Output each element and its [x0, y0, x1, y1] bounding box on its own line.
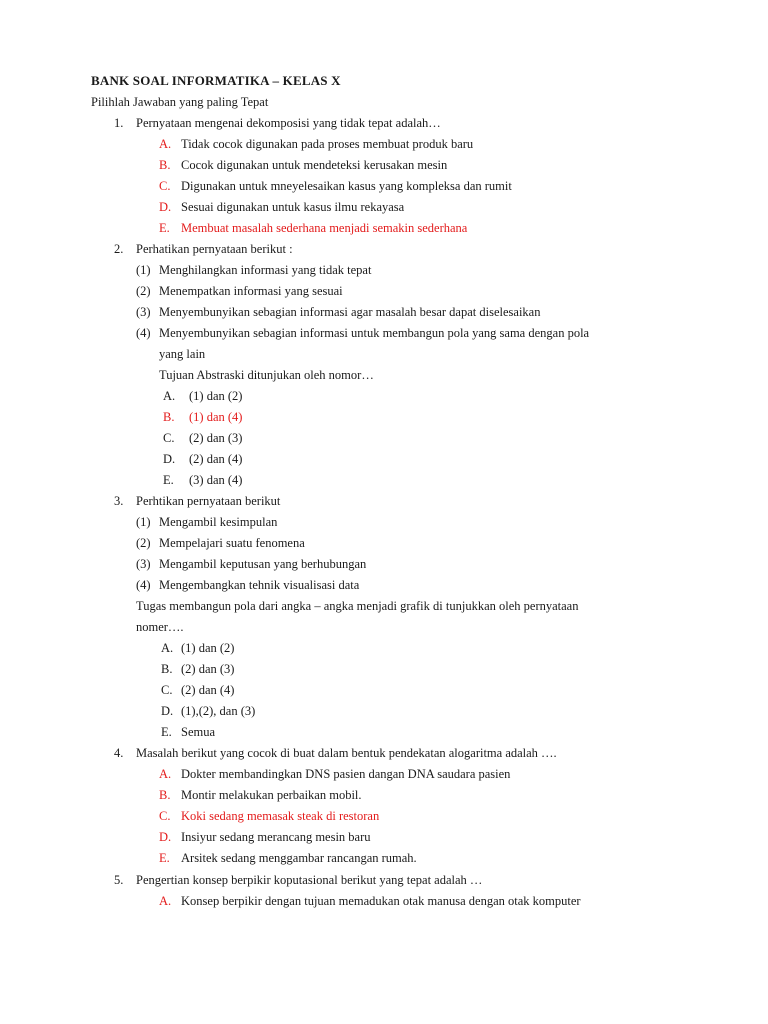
statement-text: Mengambil kesimpulan [159, 515, 278, 529]
question-text: Masalah berikut yang cocok di buat dalam bentuk pendekatan alogaritma adalah …. [136, 746, 557, 760]
option-text: Arsitek sedang menggambar rancangan rumah. [181, 851, 417, 865]
option-letter: D. [159, 200, 172, 214]
statement-number: (1) [136, 263, 151, 277]
correct-answer-text: Koki sedang memasak steak di restoran [181, 809, 380, 823]
option-text: Insiyur sedang merancang mesin baru [181, 830, 371, 844]
question-prompt-continuation: nomer…. [136, 620, 184, 634]
statement-text: Menempatkan informasi yang sesuai [159, 284, 343, 298]
option-letter: D. [159, 830, 172, 844]
option-text: (1) dan (2) [181, 641, 235, 655]
option-text: Digunakan untuk mneyelesaikan kasus yang kompleksa dan rumit [181, 179, 512, 193]
question-prompt: Tugas membangun pola dari angka – angka menjadi grafik di tunjukkan oleh pernyataan [136, 599, 579, 613]
option-text: (2) dan (4) [189, 452, 243, 466]
option-text: (1),(2), dan (3) [181, 704, 256, 718]
option-text: Sesuai digunakan untuk kasus ilmu rekayasa [181, 200, 405, 214]
statement-number: (2) [136, 536, 151, 550]
statement-number: (3) [136, 305, 151, 319]
option-text: Konsep berpikir dengan tujuan memadukan otak manusa dengan otak komputer [181, 894, 581, 908]
option-letter: C. [163, 431, 175, 445]
option-text: (3) dan (4) [189, 473, 243, 487]
statement-text: Mengambil keputusan yang berhubungan [159, 557, 367, 571]
option-letter: A. [161, 641, 174, 655]
option-letter: B. [159, 788, 171, 802]
option-letter: D. [161, 704, 174, 718]
question-text: Perhtikan pernyataan berikut [136, 494, 281, 508]
option-letter: E. [163, 473, 174, 487]
question-number: 1. [114, 116, 124, 130]
option-letter: E. [159, 851, 170, 865]
question-text: Pernyataan mengenai dekomposisi yang tidak tepat adalah… [136, 116, 441, 130]
statement-text: Menyembunyikan sebagian informasi untuk membangun pola yang sama dengan pola [159, 326, 590, 340]
question-number: 2. [114, 242, 124, 256]
option-text: (1) dan (2) [189, 389, 243, 403]
option-letter: A. [163, 389, 176, 403]
question-number: 5. [114, 873, 124, 887]
statement-number: (1) [136, 515, 151, 529]
question-prompt: Tujuan Abstraski ditunjukan oleh nomor… [159, 368, 374, 382]
statement-text: Menghilangkan informasi yang tidak tepat [159, 263, 372, 277]
question-number: 4. [114, 746, 124, 760]
option-letter: B. [163, 410, 175, 424]
option-text: (2) dan (3) [189, 431, 243, 445]
option-text: Dokter membandingkan DNS pasien dangan DNA saudara pasien [181, 767, 511, 781]
option-text: (2) dan (4) [181, 683, 235, 697]
document-title: BANK SOAL INFORMATIKA – KELAS X [91, 73, 341, 88]
statement-text: Menyembunyikan sebagian informasi agar masalah besar dapat diselesaikan [159, 305, 541, 319]
option-letter: C. [161, 683, 173, 697]
statement-number: (4) [136, 578, 151, 592]
statement-number: (4) [136, 326, 151, 340]
statement-continuation: yang lain [159, 347, 206, 361]
statement-text: Mengembangkan tehnik visualisasi data [159, 578, 360, 592]
correct-answer-text: (1) dan (4) [189, 410, 243, 424]
option-letter: E. [159, 221, 170, 235]
option-letter: A. [159, 137, 172, 151]
statement-number: (2) [136, 284, 151, 298]
option-letter: C. [159, 179, 171, 193]
correct-answer-text: Membuat masalah sederhana menjadi semakin sederhana [181, 221, 468, 235]
option-letter: B. [161, 662, 173, 676]
option-letter: B. [159, 158, 171, 172]
option-letter: E. [161, 725, 172, 739]
option-letter: D. [163, 452, 176, 466]
statement-number: (3) [136, 557, 151, 571]
option-text: Semua [181, 725, 216, 739]
question-text: Perhatikan pernyataan berikut : [136, 242, 293, 256]
option-text: (2) dan (3) [181, 662, 235, 676]
question-number: 3. [114, 494, 124, 508]
option-text: Cocok digunakan untuk mendeteksi kerusakan mesin [181, 158, 448, 172]
option-text: Tidak cocok digunakan pada proses membuat produk baru [181, 137, 474, 151]
question-text: Pengertian konsep berpikir koputasional berikut yang tepat adalah … [136, 873, 483, 887]
instruction-text: Pilihlah Jawaban yang paling Tepat [91, 95, 269, 109]
statement-text: Mempelajari suatu fenomena [159, 536, 305, 550]
option-letter: A. [159, 894, 172, 908]
option-letter: A. [159, 767, 172, 781]
option-letter: C. [159, 809, 171, 823]
option-text: Montir melakukan perbaikan mobil. [181, 788, 362, 802]
